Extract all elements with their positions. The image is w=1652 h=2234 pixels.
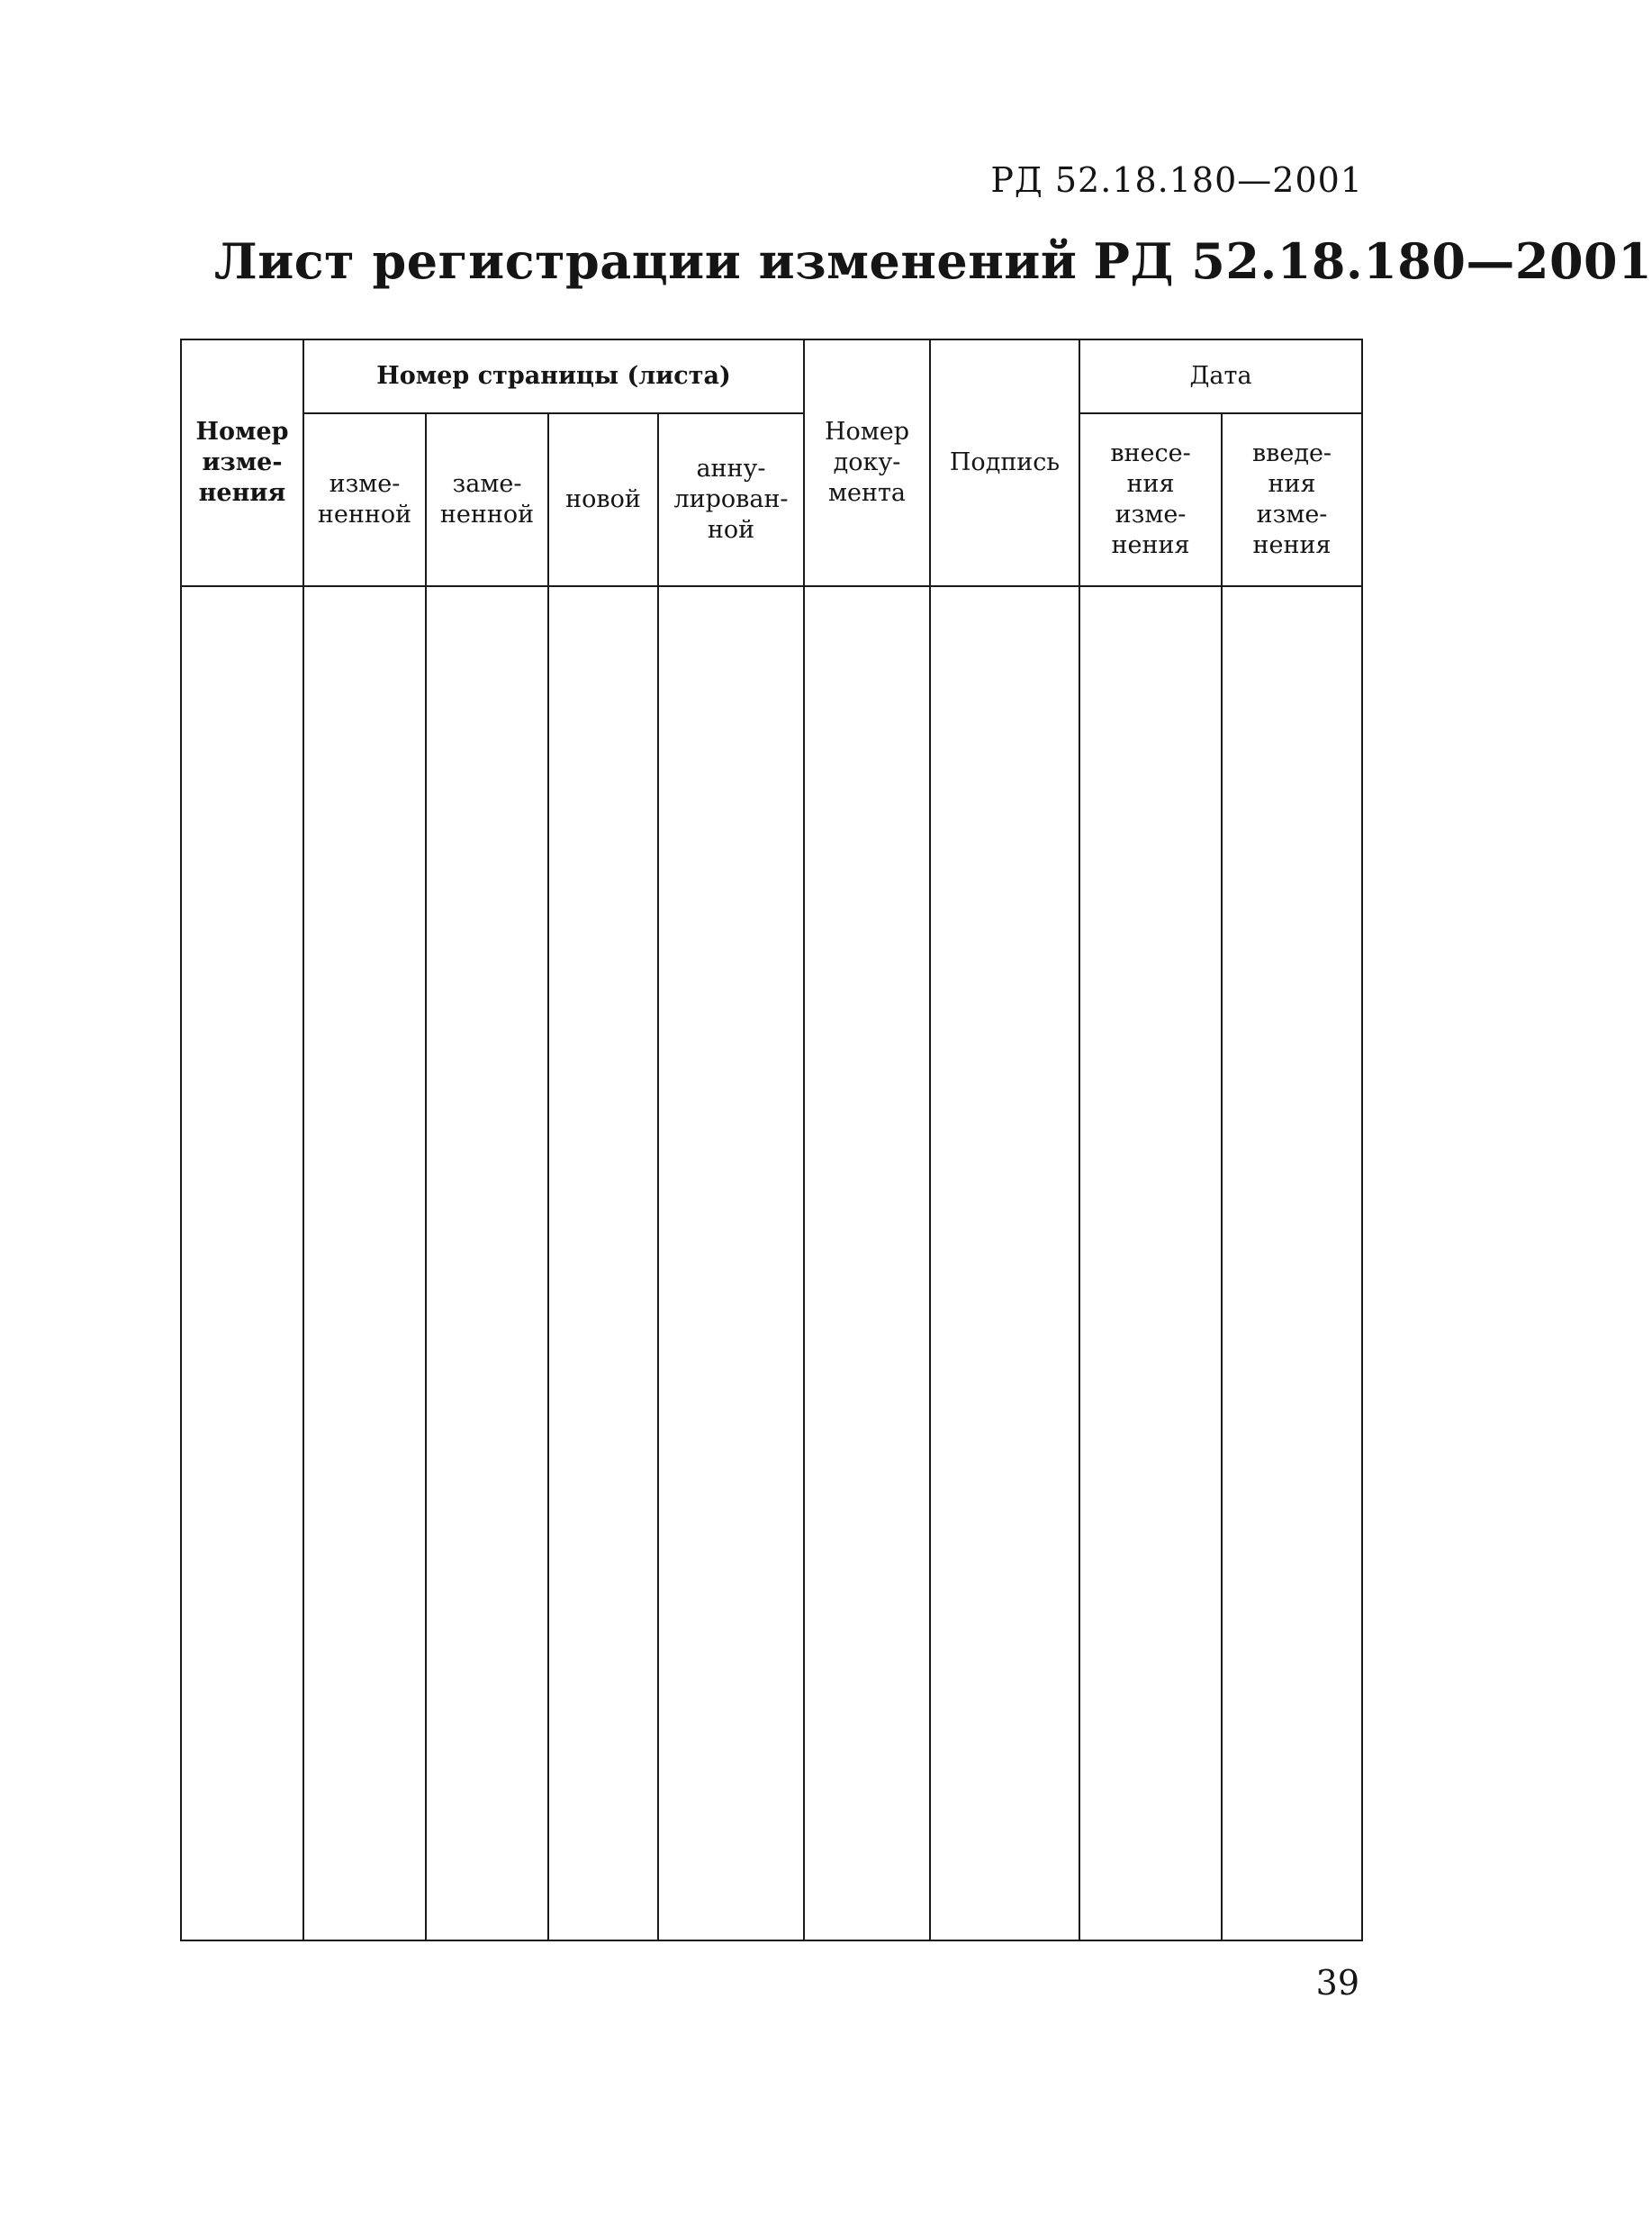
title-code: РД 52.18.180—2001 xyxy=(1093,232,1652,290)
table-cell xyxy=(658,586,804,1940)
table-cell xyxy=(426,586,548,1940)
table-cell xyxy=(1222,586,1362,1940)
page-number: 39 xyxy=(1315,1963,1359,2003)
table-cell xyxy=(930,586,1079,1940)
table-cell xyxy=(548,586,658,1940)
header-annulled-page: анну- лирован- ной xyxy=(658,413,804,586)
table-cell xyxy=(804,586,930,1940)
header-replaced-page: заме- ненной xyxy=(426,413,548,586)
table-row xyxy=(181,586,1362,1940)
header-date-introduced: введе- ния изме- нения xyxy=(1222,413,1362,586)
header-signature: Подпись xyxy=(930,339,1079,586)
header-date-group: Дата xyxy=(1079,339,1362,413)
table-cell xyxy=(303,586,426,1940)
table-cell xyxy=(181,586,303,1940)
header-changed-page: изме- ненной xyxy=(303,413,426,586)
header-date-entered: внесе- ния изме- нения xyxy=(1079,413,1222,586)
table-cell xyxy=(1079,586,1222,1940)
header-document-number: Номер доку- мента xyxy=(804,339,930,586)
page-title xyxy=(214,232,1652,290)
change-registration-table xyxy=(180,339,1363,1941)
title-text: Лист регистрации изменений xyxy=(214,232,1078,290)
header-page-number-group: Номер страницы (листа) xyxy=(303,339,804,413)
header-new-page: новой xyxy=(548,413,658,586)
header-change-number: Номер изме- нения xyxy=(181,339,303,586)
document-code: РД 52.18.180—2001 xyxy=(990,160,1363,200)
